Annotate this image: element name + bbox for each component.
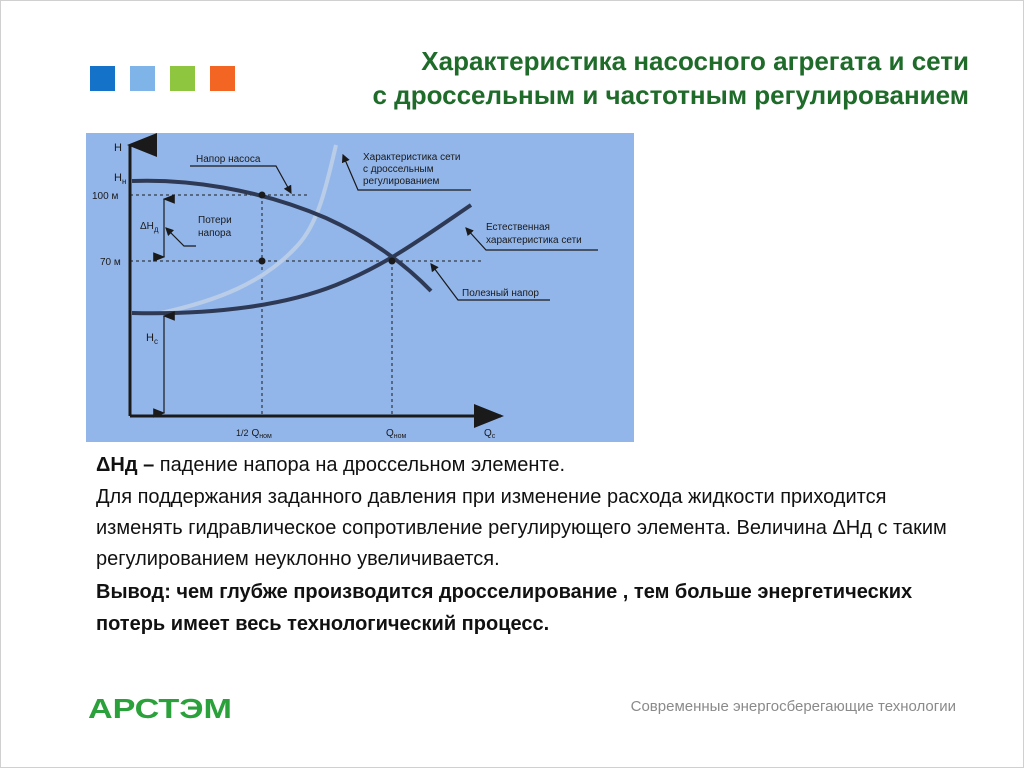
explanation-paragraph: Для поддержания заданного давления при изменение расхода жидкости приходится изменять гидравлическое сопротивление регулирующего элемента. Величина ΔНд с таким регулированием неуклонно увеличивается. bbox=[96, 486, 947, 570]
decor-square-blue bbox=[90, 66, 115, 91]
label-losses: Потери напора bbox=[198, 215, 232, 239]
dhd-description: падение напора на дроссельном элементе. bbox=[154, 454, 566, 476]
decor-square-lightblue bbox=[130, 66, 155, 91]
decor-square-orange bbox=[210, 66, 235, 91]
dhd-symbol: ΔНд – bbox=[96, 454, 155, 476]
x-label-half-q: 1/2 $Q_{ном}$ bbox=[236, 428, 272, 440]
decor-square-green bbox=[170, 66, 195, 91]
point-operating bbox=[389, 258, 396, 265]
title-line-1: Характеристика насосного агрегата и сети bbox=[421, 46, 969, 76]
point-throttle-half-q bbox=[259, 258, 266, 265]
tick-70m: 70 м bbox=[100, 257, 121, 268]
logo-text: АРСТЭМ bbox=[88, 693, 232, 722]
company-logo bbox=[88, 692, 238, 722]
pump-characteristic-diagram bbox=[86, 133, 634, 442]
conclusion-paragraph: Вывод: чем глубже производится дросселирование , тем больше энергетических потерь имеет весь технологический процесс. bbox=[96, 581, 913, 635]
label-pump-head: Напор насоса bbox=[196, 154, 261, 165]
label-useful-head: Полезный напор bbox=[462, 288, 539, 299]
explanation-text bbox=[96, 450, 956, 640]
hc-label: $H_с$ bbox=[146, 332, 158, 346]
dhd-definition bbox=[96, 450, 956, 480]
dhd-label: $\Delta H_д$ bbox=[140, 221, 159, 234]
point-pump-half-q bbox=[259, 192, 266, 199]
axis-y-label: H bbox=[114, 142, 122, 154]
tick-100m: 100 м bbox=[92, 191, 119, 202]
slide-title bbox=[373, 44, 970, 112]
title-line-2: с дроссельным и частотным регулированием bbox=[372, 80, 969, 110]
hn-label: $H_н$ bbox=[114, 172, 127, 186]
axis-x-label: $Q_с$ bbox=[484, 428, 496, 440]
label-natural-network: Естественная характеристика сети bbox=[486, 222, 582, 246]
footer-tagline: Современные энергосберегающие технологии bbox=[630, 698, 956, 715]
label-throttle-network: Характеристика сети с дроссельным регулированием bbox=[363, 152, 461, 187]
x-label-q-nom: $Q_{ном}$ bbox=[386, 428, 407, 440]
